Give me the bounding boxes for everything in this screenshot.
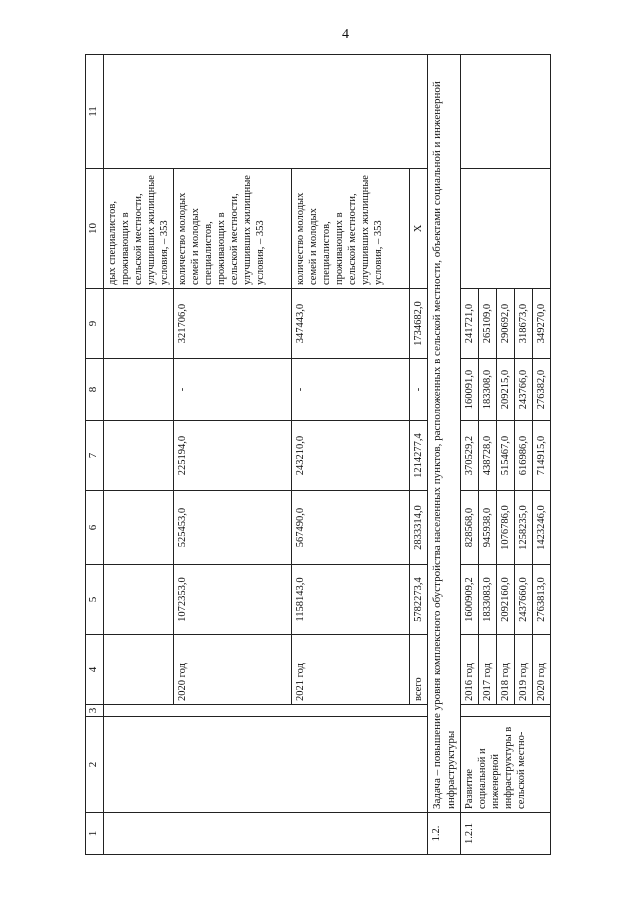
- cell-value: 2437660,0: [515, 565, 533, 635]
- cell-value: 714915,0: [533, 421, 551, 491]
- cell-value: [104, 491, 174, 565]
- cell-value: 225194,0: [174, 421, 292, 491]
- cell-value: 183308,0: [479, 359, 497, 421]
- cell-value: 567490,0: [292, 491, 410, 565]
- task-text: Задача – повышение уровня комплексного обустройства населенных пунктов, расположенных в сельской местности, объектами социальной и инженерной инфраструктуры: [428, 55, 461, 813]
- cell-value: 1214277,4: [410, 421, 428, 491]
- cell-value: 1076786,0: [497, 491, 515, 565]
- cell-value: 290692,0: [497, 289, 515, 359]
- cell-value: [104, 565, 174, 635]
- cell-indicator: количество молодых семей и молодых специалистов, проживающих в сельской местности, улучшивших жилищные условия, – 353: [292, 169, 410, 289]
- col-header: 6: [86, 491, 104, 565]
- col-header: 5: [86, 565, 104, 635]
- col-header: 11: [86, 55, 104, 169]
- cell-value: 243210,0: [292, 421, 410, 491]
- col-header: 1: [86, 813, 104, 855]
- cell-indicator: количество молодых семей и молодых специалистов, проживающих в сельской местности, улучшивших жилищные условия, – 353: [174, 169, 292, 289]
- cell-value: 1734682,0: [410, 289, 428, 359]
- cell-year: 2020 год: [174, 635, 292, 705]
- cell-value: [104, 421, 174, 491]
- col-header: 8: [86, 359, 104, 421]
- cell-indicator: дых специалистов, проживающих в сельской местности, улучшивших жилищные условия, – 353: [104, 169, 174, 289]
- cell-value: 265109,0: [479, 289, 497, 359]
- cell-value: 1833083,0: [479, 565, 497, 635]
- cell-value: [104, 359, 174, 421]
- cell-value: 438728,0: [479, 421, 497, 491]
- cell-value: 209215,0: [497, 359, 515, 421]
- cell-value: 349270,0: [533, 289, 551, 359]
- task-number: 1.2.: [428, 813, 461, 855]
- col-header: 4: [86, 635, 104, 705]
- cell-value: 1072353,0: [174, 565, 292, 635]
- cell-year: 2017 год: [479, 635, 497, 705]
- cell-value: 525453,0: [174, 491, 292, 565]
- cell-value: 1600909,2: [461, 565, 479, 635]
- page-number: 4: [342, 27, 349, 42]
- cell-indicator: [461, 169, 551, 289]
- col-header: 9: [86, 289, 104, 359]
- cell-value: -: [292, 359, 410, 421]
- col-header: 10: [86, 169, 104, 289]
- cell-name: Развитие социальной и инженерной инфраструктуры в сельской местно-: [461, 717, 551, 813]
- header-row: [86, 55, 104, 855]
- rotated-table-wrapper: [85, 55, 575, 855]
- cell-value: 515467,0: [497, 421, 515, 491]
- cell-empty: [461, 55, 551, 169]
- cell-year: 2020 год: [533, 635, 551, 705]
- cell-value: -: [410, 359, 428, 421]
- cell-indicator: Х: [410, 169, 428, 289]
- cell-year: всего: [410, 635, 428, 705]
- task-row: [428, 55, 461, 855]
- cell-value: 2763813,0: [533, 565, 551, 635]
- cell-value: 1158143,0: [292, 565, 410, 635]
- cell-value: 160091,0: [461, 359, 479, 421]
- cell-value: 1258235,0: [515, 491, 533, 565]
- cell-num: 1.2.1: [461, 813, 551, 855]
- cell-value: 241721,0: [461, 289, 479, 359]
- col-header: 3: [86, 705, 104, 717]
- cell-value: 321706,0: [174, 289, 292, 359]
- cell-name: [104, 717, 428, 813]
- cell-value: 5782273,4: [410, 565, 428, 635]
- cell-year: 2016 год: [461, 635, 479, 705]
- cell-value: -: [174, 359, 292, 421]
- cell-value: 945938,0: [479, 491, 497, 565]
- cell-value: 318673,0: [515, 289, 533, 359]
- cell-empty: [461, 705, 551, 717]
- cell-value: 243766,0: [515, 359, 533, 421]
- col-header: 7: [86, 421, 104, 491]
- table-row: [461, 55, 479, 855]
- cell-empty: [104, 55, 428, 169]
- cell-value: 616986,0: [515, 421, 533, 491]
- cell-value: 276382,0: [533, 359, 551, 421]
- cell-value: 370529,2: [461, 421, 479, 491]
- cell-year: [104, 635, 174, 705]
- col-header: 2: [86, 717, 104, 813]
- cell-value: 2092160,0: [497, 565, 515, 635]
- table-row: [104, 55, 174, 855]
- cell-empty: [104, 705, 428, 717]
- cell-value: [104, 289, 174, 359]
- cell-value: 828568,0: [461, 491, 479, 565]
- cell-num: [104, 813, 428, 855]
- cell-value: 1423246,0: [533, 491, 551, 565]
- cell-year: 2021 год: [292, 635, 410, 705]
- cell-value: 347443,0: [292, 289, 410, 359]
- cell-value: 2833314,0: [410, 491, 428, 565]
- cell-year: 2018 год: [497, 635, 515, 705]
- cell-year: 2019 год: [515, 635, 533, 705]
- program-table: [85, 54, 551, 855]
